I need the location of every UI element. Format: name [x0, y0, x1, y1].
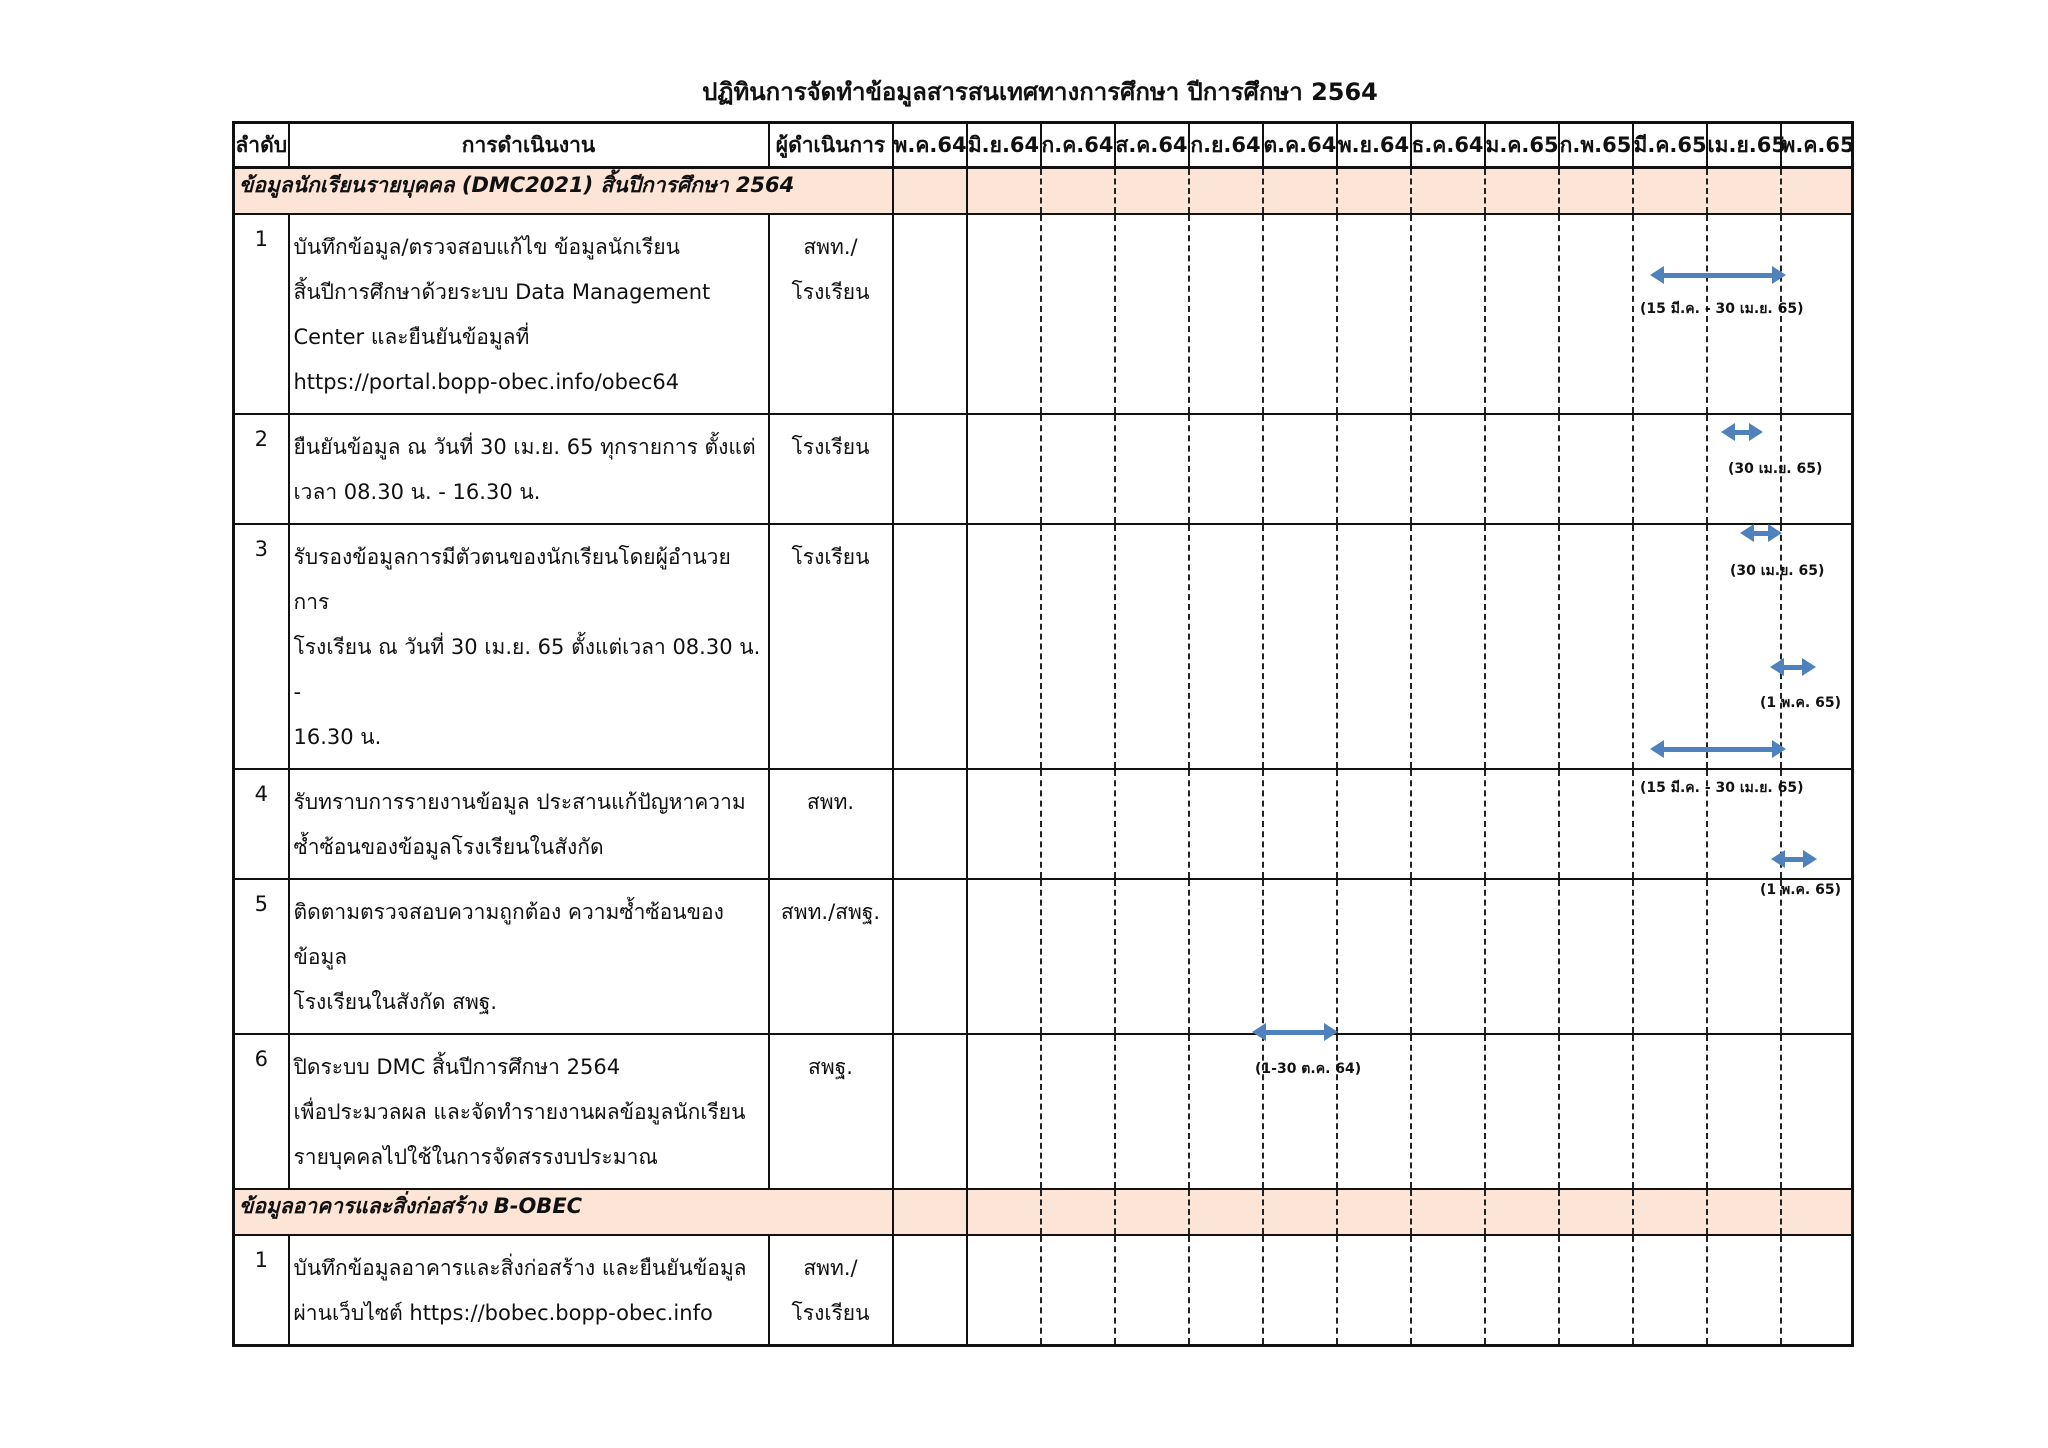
month-cell — [1041, 524, 1115, 769]
month-cell — [1411, 214, 1485, 414]
task-line: รับรองข้อมูลการมีตัวตนของนักเรียนโดยผู้อำนวยการ — [293, 545, 731, 614]
month-cell — [1633, 1235, 1707, 1346]
row-number: 4 — [234, 769, 289, 879]
month-cell — [1485, 1235, 1559, 1346]
month-cell — [1707, 1034, 1781, 1189]
responsible-line: สพท./ — [803, 1256, 858, 1280]
month-cell — [1633, 414, 1707, 524]
table-row — [234, 414, 1853, 524]
table-row — [234, 214, 1853, 414]
month-cell — [1781, 879, 1853, 1034]
timeline-date-label: (1 พ.ค. 65) — [1760, 695, 1841, 711]
month-cell — [1781, 1034, 1853, 1189]
task-line: ยืนยันข้อมูล ณ วันที่ 30 เม.ย. 65 ทุกรายการ ตั้งแต่ — [293, 435, 756, 459]
task-description — [289, 414, 769, 524]
month-cell — [1781, 1235, 1853, 1346]
section-label: ข้อมูลนักเรียนรายบุคคล (DMC2021) สิ้นปีการศึกษา 2564 — [234, 168, 893, 215]
month-cell — [1263, 214, 1337, 414]
month-cell — [1411, 879, 1485, 1034]
task-line: รับทราบการรายงานข้อมูล ประสานแก้ปัญหาความ — [293, 790, 746, 814]
month-cell — [1115, 879, 1189, 1034]
header-month: ก.ค.64 — [1041, 123, 1115, 168]
month-cell — [1707, 524, 1781, 769]
month-cell — [1337, 1189, 1411, 1235]
month-cell — [1633, 1034, 1707, 1189]
month-cell — [1411, 1189, 1485, 1235]
responsible-line: โรงเรียน — [791, 435, 870, 459]
month-cell — [1485, 769, 1559, 879]
responsible — [769, 769, 893, 879]
row-number: 3 — [234, 524, 289, 769]
table-row — [234, 769, 1853, 879]
task-line: โรงเรียน ณ วันที่ 30 เม.ย. 65 ตั้งแต่เวลา 08.30 น. - — [293, 635, 761, 704]
month-cell — [1337, 168, 1411, 215]
row-number: 1 — [234, 214, 289, 414]
month-cell — [967, 1034, 1041, 1189]
month-cell — [1559, 1189, 1633, 1235]
month-cell — [1411, 168, 1485, 215]
month-cell — [1411, 769, 1485, 879]
month-cell — [1337, 1235, 1411, 1346]
month-cell — [1559, 1235, 1633, 1346]
month-cell — [1707, 168, 1781, 215]
task-line: https://portal.bopp-obec.info/obec64 — [293, 370, 680, 394]
section-row — [234, 168, 1853, 215]
timeline-date-label: (1-30 ต.ค. 64) — [1255, 1061, 1362, 1077]
month-cell — [1633, 524, 1707, 769]
timeline-date-label: (30 เม.ย. 65) — [1730, 563, 1825, 579]
month-cell — [1263, 1235, 1337, 1346]
task-line: ปิดระบบ DMC สิ้นปีการศึกษา 2564 — [293, 1055, 621, 1079]
task-line: ผ่านเว็บไซต์ https://bobec.bopp-obec.info — [293, 1301, 713, 1325]
month-cell — [893, 1235, 967, 1346]
month-cell — [1485, 168, 1559, 215]
month-cell — [1485, 879, 1559, 1034]
month-cell — [1559, 769, 1633, 879]
month-cell — [1485, 414, 1559, 524]
month-cell — [1115, 1235, 1189, 1346]
month-cell — [967, 769, 1041, 879]
task-line: เวลา 08.30 น. - 16.30 น. — [293, 480, 541, 504]
table-row — [234, 1235, 1853, 1346]
month-cell — [893, 524, 967, 769]
header-month: เม.ย.65 — [1707, 123, 1781, 168]
month-cell — [967, 879, 1041, 1034]
month-cell — [1485, 1034, 1559, 1189]
header-month: พ.ค.64 — [893, 123, 967, 168]
task-line: เพื่อประมวลผล และจัดทำรายงานผลข้อมูลนักเรียน — [293, 1100, 746, 1124]
responsible — [769, 214, 893, 414]
month-cell — [1115, 1189, 1189, 1235]
month-cell — [1781, 414, 1853, 524]
header-month: ส.ค.64 — [1115, 123, 1189, 168]
month-cell — [1115, 414, 1189, 524]
month-cell — [1189, 1034, 1263, 1189]
month-cell — [1707, 1235, 1781, 1346]
month-cell — [1115, 168, 1189, 215]
responsible — [769, 524, 893, 769]
task-line: 16.30 น. — [293, 725, 382, 749]
month-cell — [893, 769, 967, 879]
responsible — [769, 879, 893, 1034]
month-cell — [1337, 214, 1411, 414]
header-month: มิ.ย.64 — [967, 123, 1041, 168]
timeline-date-label: (15 มี.ค. - 30 เม.ย. 65) — [1640, 780, 1804, 796]
section-label: ข้อมูลอาคารและสิ่งก่อสร้าง B-OBEC — [234, 1189, 893, 1235]
responsible-line: โรงเรียน — [791, 1301, 870, 1325]
month-cell — [1337, 414, 1411, 524]
row-number: 5 — [234, 879, 289, 1034]
month-cell — [967, 414, 1041, 524]
month-cell — [1041, 1189, 1115, 1235]
month-cell — [1633, 879, 1707, 1034]
month-cell — [893, 214, 967, 414]
task-description — [289, 524, 769, 769]
month-cell — [893, 1189, 967, 1235]
header-month: ต.ค.64 — [1263, 123, 1337, 168]
task-description — [289, 1034, 769, 1189]
month-cell — [1189, 769, 1263, 879]
month-cell — [1633, 769, 1707, 879]
task-line: บันทึกข้อมูลอาคารและสิ่งก่อสร้าง และยืนยันข้อมูล — [293, 1256, 747, 1280]
task-line: บันทึกข้อมูล/ตรวจสอบแก้ไข ข้อมูลนักเรียน — [293, 235, 680, 259]
timeline-date-label: (15 มี.ค. - 30 เม.ย. 65) — [1640, 301, 1804, 317]
month-cell — [1707, 214, 1781, 414]
month-cell — [1041, 769, 1115, 879]
month-cell — [1189, 524, 1263, 769]
month-cell — [1559, 524, 1633, 769]
header-task: การดำเนินงาน — [289, 123, 769, 168]
header-month: ก.ย.64 — [1189, 123, 1263, 168]
month-cell — [967, 214, 1041, 414]
month-cell — [1485, 214, 1559, 414]
task-line: รายบุคคลไปใช้ในการจัดสรรงบประมาณ — [293, 1145, 658, 1169]
month-cell — [1041, 168, 1115, 215]
month-cell — [893, 1034, 967, 1189]
month-cell — [1115, 214, 1189, 414]
responsible — [769, 1034, 893, 1189]
month-cell — [1781, 1189, 1853, 1235]
month-cell — [1189, 879, 1263, 1034]
table-row — [234, 1034, 1853, 1189]
month-cell — [1189, 168, 1263, 215]
month-cell — [1115, 769, 1189, 879]
month-cell — [1707, 879, 1781, 1034]
month-cell — [1041, 414, 1115, 524]
month-cell — [967, 168, 1041, 215]
month-cell — [1189, 414, 1263, 524]
month-cell — [1263, 414, 1337, 524]
responsible-line: สพท./สพฐ. — [780, 900, 881, 924]
month-cell — [1115, 524, 1189, 769]
month-cell — [967, 1189, 1041, 1235]
timeline-date-label: (1 พ.ค. 65) — [1760, 882, 1841, 898]
table-row — [234, 879, 1853, 1034]
month-cell — [967, 1235, 1041, 1346]
month-cell — [1041, 1034, 1115, 1189]
header-month: พ.ค.65 — [1781, 123, 1853, 168]
month-cell — [1559, 168, 1633, 215]
header-month: ธ.ค.64 — [1411, 123, 1485, 168]
task-description — [289, 879, 769, 1034]
header-month: ก.พ.65 — [1559, 123, 1633, 168]
month-cell — [1781, 769, 1853, 879]
month-cell — [1781, 524, 1853, 769]
task-line: ซ้ำซ้อนของข้อมูลโรงเรียนในสังกัด — [293, 835, 604, 859]
month-cell — [1115, 1034, 1189, 1189]
month-cell — [1781, 168, 1853, 215]
responsible-line: สพท. — [806, 790, 855, 814]
month-cell — [1559, 214, 1633, 414]
header-resp: ผู้ดำเนินการ — [769, 123, 893, 168]
month-cell — [1485, 524, 1559, 769]
page-title: ปฏิทินการจัดทำข้อมูลสารสนเทศทางการศึกษา ปีการศึกษา 2564 — [702, 78, 1378, 106]
task-line: Center และยืนยันข้อมูลที่ — [293, 325, 530, 349]
month-cell — [1411, 1034, 1485, 1189]
month-cell — [1633, 1189, 1707, 1235]
row-number: 2 — [234, 414, 289, 524]
header-no: ลำดับ — [234, 123, 289, 168]
month-cell — [967, 524, 1041, 769]
month-cell — [1189, 1189, 1263, 1235]
month-cell — [1041, 1235, 1115, 1346]
month-cell — [1337, 524, 1411, 769]
month-cell — [1041, 879, 1115, 1034]
month-cell — [1189, 1235, 1263, 1346]
month-cell — [1781, 214, 1853, 414]
month-cell — [1559, 414, 1633, 524]
header-month: พ.ย.64 — [1337, 123, 1411, 168]
row-number: 6 — [234, 1034, 289, 1189]
month-cell — [893, 879, 967, 1034]
responsible-line: สพฐ. — [808, 1055, 853, 1079]
responsible — [769, 414, 893, 524]
table-row — [234, 524, 1853, 769]
month-cell — [1707, 769, 1781, 879]
month-cell — [1559, 879, 1633, 1034]
month-cell — [1263, 879, 1337, 1034]
task-description — [289, 214, 769, 414]
month-cell — [1041, 214, 1115, 414]
month-cell — [1337, 879, 1411, 1034]
task-line: โรงเรียนในสังกัด สพฐ. — [293, 990, 498, 1014]
month-cell — [1337, 769, 1411, 879]
month-cell — [1633, 214, 1707, 414]
row-number: 1 — [234, 1235, 289, 1346]
header-month: มี.ค.65 — [1633, 123, 1707, 168]
month-cell — [1485, 1189, 1559, 1235]
month-cell — [1707, 1189, 1781, 1235]
month-cell — [1263, 1189, 1337, 1235]
header-row — [234, 123, 1853, 168]
month-cell — [1633, 168, 1707, 215]
schedule-table — [232, 121, 1854, 1347]
month-cell — [1559, 1034, 1633, 1189]
month-cell — [1263, 1034, 1337, 1189]
task-description — [289, 769, 769, 879]
task-line: ติดตามตรวจสอบความถูกต้อง ความซ้ำซ้อนของข้อมูล — [293, 900, 724, 969]
task-line: สิ้นปีการศึกษาด้วยระบบ Data Management — [293, 280, 711, 304]
month-cell — [1411, 1235, 1485, 1346]
month-cell — [893, 414, 967, 524]
responsible-line: โรงเรียน — [791, 280, 870, 304]
section-row — [234, 1189, 1853, 1235]
month-cell — [1189, 214, 1263, 414]
month-cell — [1411, 414, 1485, 524]
responsible-line: โรงเรียน — [791, 545, 870, 569]
month-cell — [1263, 769, 1337, 879]
month-cell — [1263, 524, 1337, 769]
responsible — [769, 1235, 893, 1346]
month-cell — [1263, 168, 1337, 215]
responsible-line: สพท./ — [803, 235, 858, 259]
month-cell — [1411, 524, 1485, 769]
month-cell — [1707, 414, 1781, 524]
month-cell — [893, 168, 967, 215]
timeline-date-label: (30 เม.ย. 65) — [1728, 461, 1823, 477]
task-description — [289, 1235, 769, 1346]
month-cell — [1337, 1034, 1411, 1189]
header-month: ม.ค.65 — [1485, 123, 1559, 168]
